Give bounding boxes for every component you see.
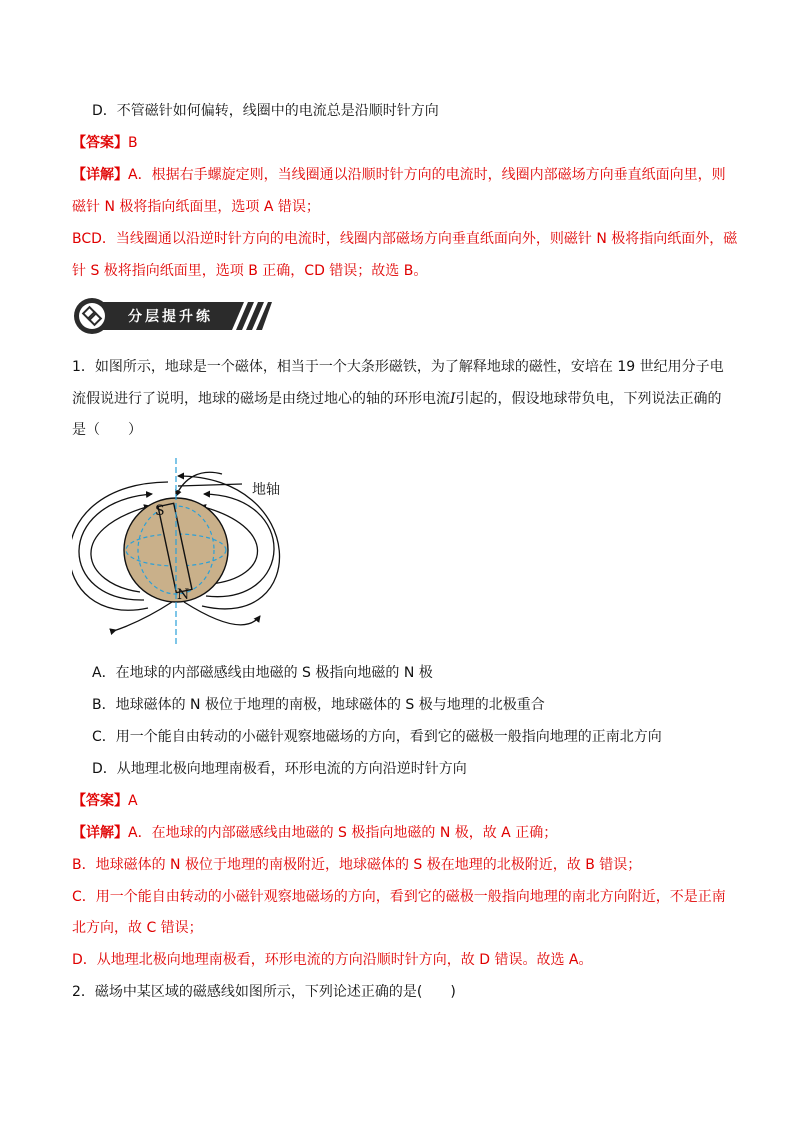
prev-detail-line-1	[72, 165, 726, 185]
q1-stem-line-3: 是（ ）	[72, 422, 142, 438]
prev-option-d: D．不管磁针如何偏转，线圈中的电流总是沿顺时针方向	[92, 103, 439, 119]
answer-tag: 【答案】	[72, 793, 128, 809]
answer-value: B	[128, 135, 138, 151]
q1-detail-line-3: C．用一个能自由转动的小磁针观察地磁场的方向，看到它的磁极一般指向地理的南北方向附近，不是正南	[72, 889, 726, 905]
prev-detail-line-2: 磁针 N 极将指向纸面里，选项 A 错误；	[72, 199, 320, 215]
section-title: 分层提升练	[128, 309, 213, 325]
detail-text: A．根据右手螺旋定则，当线圈通以沿顺时针方向的电流时，线圈内部磁场方向垂直纸面向里，则	[128, 167, 726, 183]
detail-tag: 【详解】	[72, 825, 128, 841]
detail-text: A．在地球的内部磁感线由地磁的 S 极指向地磁的 N 极，故 A 正确；	[128, 825, 558, 841]
q1-stem-line-2	[72, 389, 722, 409]
q1-detail-line-4: 北方向，故 C 错误；	[72, 920, 203, 936]
q1-option-a: A．在地球的内部磁感线由地磁的 S 极指向地磁的 N 极	[92, 665, 433, 681]
answer-tag: 【答案】	[72, 135, 128, 151]
q1-detail-line-1	[72, 823, 557, 843]
q1-stem-part: 引起的，假设地球带负电，下列说法正确的	[455, 391, 722, 407]
q1-stem-line-1: 1．如图所示，地球是一个磁体，相当于一个大条形磁铁，为了解释地球的磁性，安培在 19 世纪用分子电	[72, 359, 724, 375]
q1-option-d: D．从地理北极向地理南极看，环形电流的方向沿逆时针方向	[92, 761, 467, 777]
detail-tag: 【详解】	[72, 167, 128, 183]
q1-option-c: C．用一个能自由转动的小磁针观察地磁场的方向，看到它的磁极一般指向地理的正南北方向	[92, 729, 662, 745]
q1-detail-line-5: D．从地理北极向地理南极看，环形电流的方向沿顺时针方向，故 D 错误。故选 A。	[72, 952, 593, 968]
axis-label: 地轴	[252, 482, 280, 498]
q1-answer	[72, 791, 138, 811]
q2-stem: 2．磁场中某区域的磁感线如图所示，下列论述正确的是( )	[72, 984, 456, 1000]
pole-n-label: N	[177, 587, 190, 603]
current-symbol: I	[450, 391, 456, 407]
prev-detail-line-4: 针 S 极将指向纸面里，选项 B 正确，CD 错误；故选 B。	[72, 263, 428, 279]
pole-s-label: S	[155, 503, 165, 519]
q1-detail-line-2: B．地球磁体的 N 极位于地理的南极附近，地球磁体的 S 极在地理的北极附近，故 B 错误；	[72, 857, 642, 873]
prev-detail-line-3: BCD．当线圈通以沿逆时针方向的电流时，线圈内部磁场方向垂直纸面向外，则磁针 N 极将指向纸面外，磁	[72, 231, 738, 247]
answer-value: A	[128, 793, 138, 809]
prev-answer	[72, 133, 138, 153]
q1-option-b: B．地球磁体的 N 极位于地理的南极，地球磁体的 S 极与地理的北极重合	[92, 697, 545, 713]
q1-stem-part: 流假说进行了说明，地球的磁场是由绕过地心的轴的环形电流	[72, 391, 450, 407]
